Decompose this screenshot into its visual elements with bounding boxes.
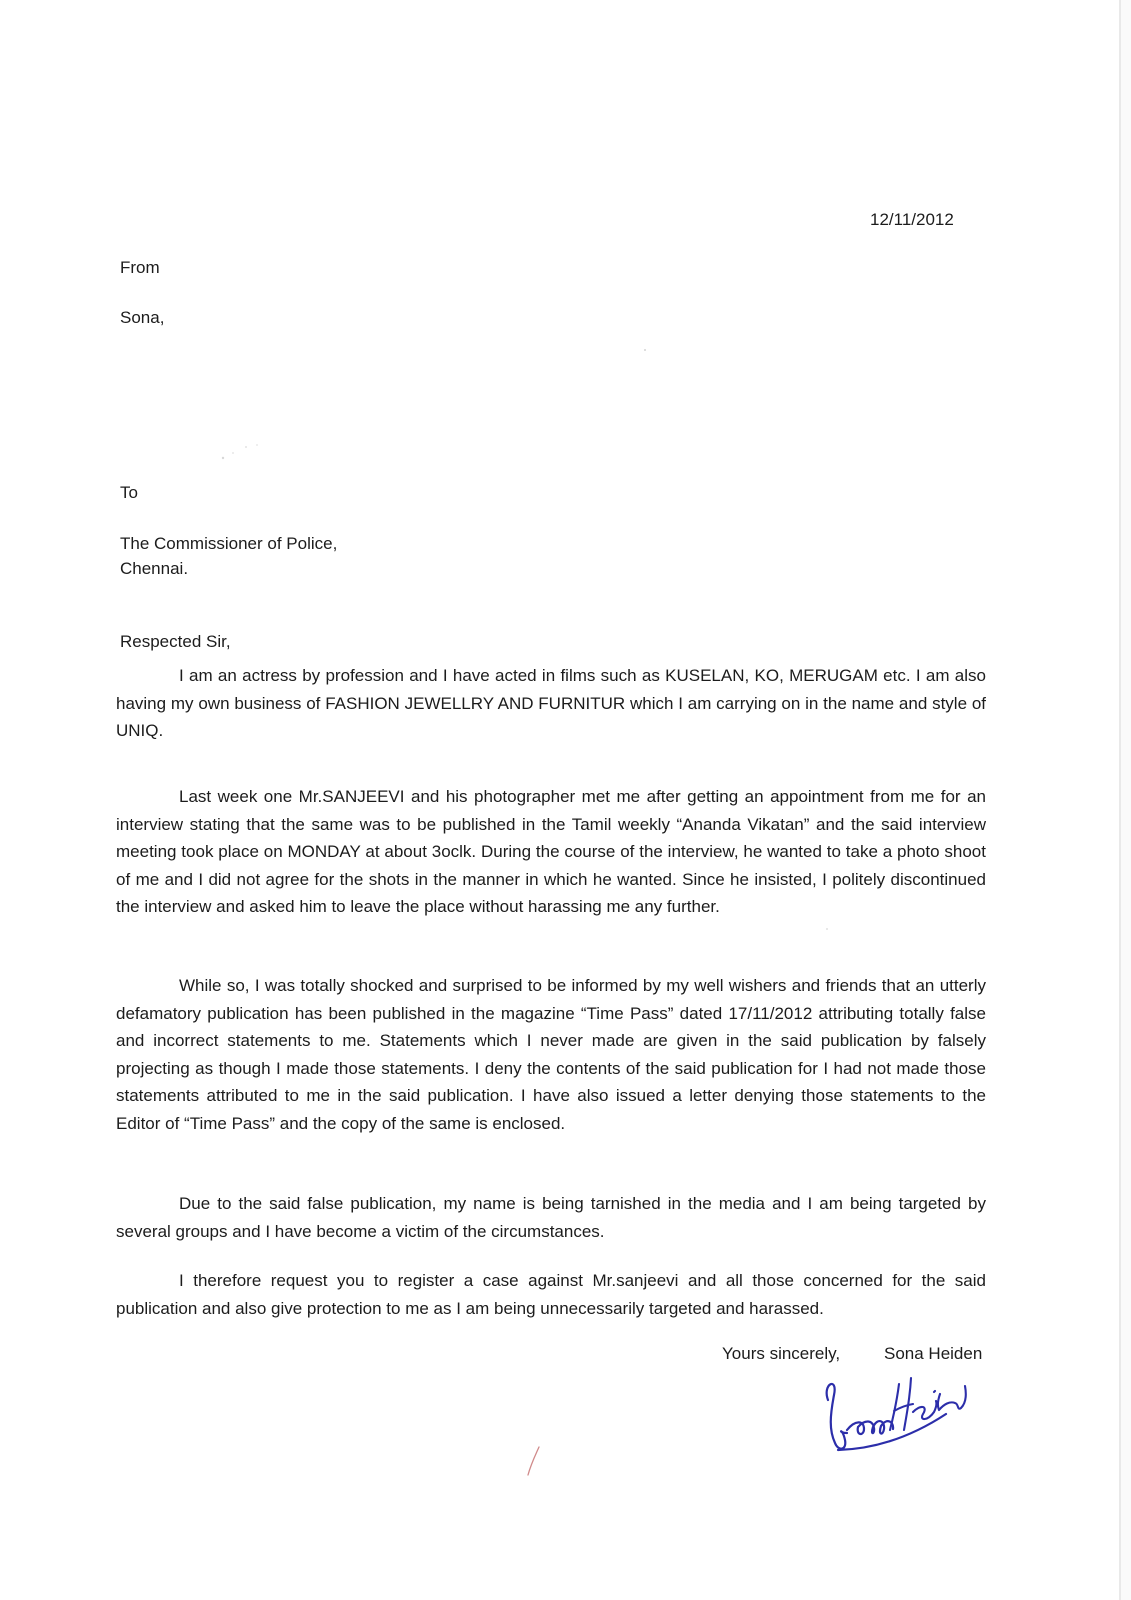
body-paragraph-4: Due to the said false publication, my name is being tarnished in the media and I am being targeted by several groups and I have become a victim of the circumstances.: [116, 1194, 986, 1241]
body-paragraph-3: While so, I was totally shocked and surprised to be informed by my well wishers and friends that an utterly defamatory publication has been published in the magazine “Time Pass” dated 17/11/2012 attributing totally false and incorrect statements to me. Statements which I never made are given in the said publication by falsely projecting as though I made those statements. I deny the contents of the said publication for I had not made those statements attributed to me in the said publication. I have also issued a letter denying those statements to the Editor of “Time Pass” and the copy of the same is enclosed.: [116, 976, 986, 1133]
signature: [820, 1366, 970, 1462]
paper-edge-shadow: [1121, 0, 1131, 1600]
letter-date: 12/11/2012: [870, 210, 954, 229]
closing: Yours sincerely,: [722, 1344, 841, 1363]
faint-speck: [823, 925, 831, 933]
from-label: From: [120, 258, 160, 277]
sender-name: Sona,: [120, 308, 165, 327]
body-paragraph-1: I am an actress by profession and I have acted in films such as KUSELAN, KO, MERUGAM etc. I am also having my own business of FASHION JEWELLRY AND FURNITUR which I am carrying on in the name and style of UNIQ.: [116, 666, 986, 740]
body-paragraph-2: Last week one Mr.SANJEEVI and his photographer met me after getting an appointment from me for an interview stating that the same was to be published in the Tamil weekly “Ananda Vikatan” and the said interview meeting took place on MONDAY at about 3oclk. During the course of the interview, he wanted to take a photo shoot of me and I did not agree for the shots in the manner in which he wanted. Since he insisted, I politely discontinued the interview and asked him to leave the place without harassing me any further.: [116, 787, 986, 916]
faint-speck-group: [214, 439, 272, 469]
faint-speck: [640, 345, 650, 355]
recipient-address: [120, 531, 337, 581]
signer-name: Sona Heiden: [884, 1344, 983, 1363]
recipient-city: Chennai.: [120, 559, 189, 578]
to-label: To: [120, 483, 138, 502]
recipient-title: The Commissioner of Police,: [120, 534, 338, 553]
body-paragraph-5: I therefore request you to register a case against Mr.sanjeevi and all those concerned for the said publication and also give protection to me as I am being unnecessarily targeted and harassed.: [116, 1271, 986, 1318]
pen-mark: [524, 1444, 544, 1480]
salutation: Respected Sir,: [120, 632, 231, 651]
